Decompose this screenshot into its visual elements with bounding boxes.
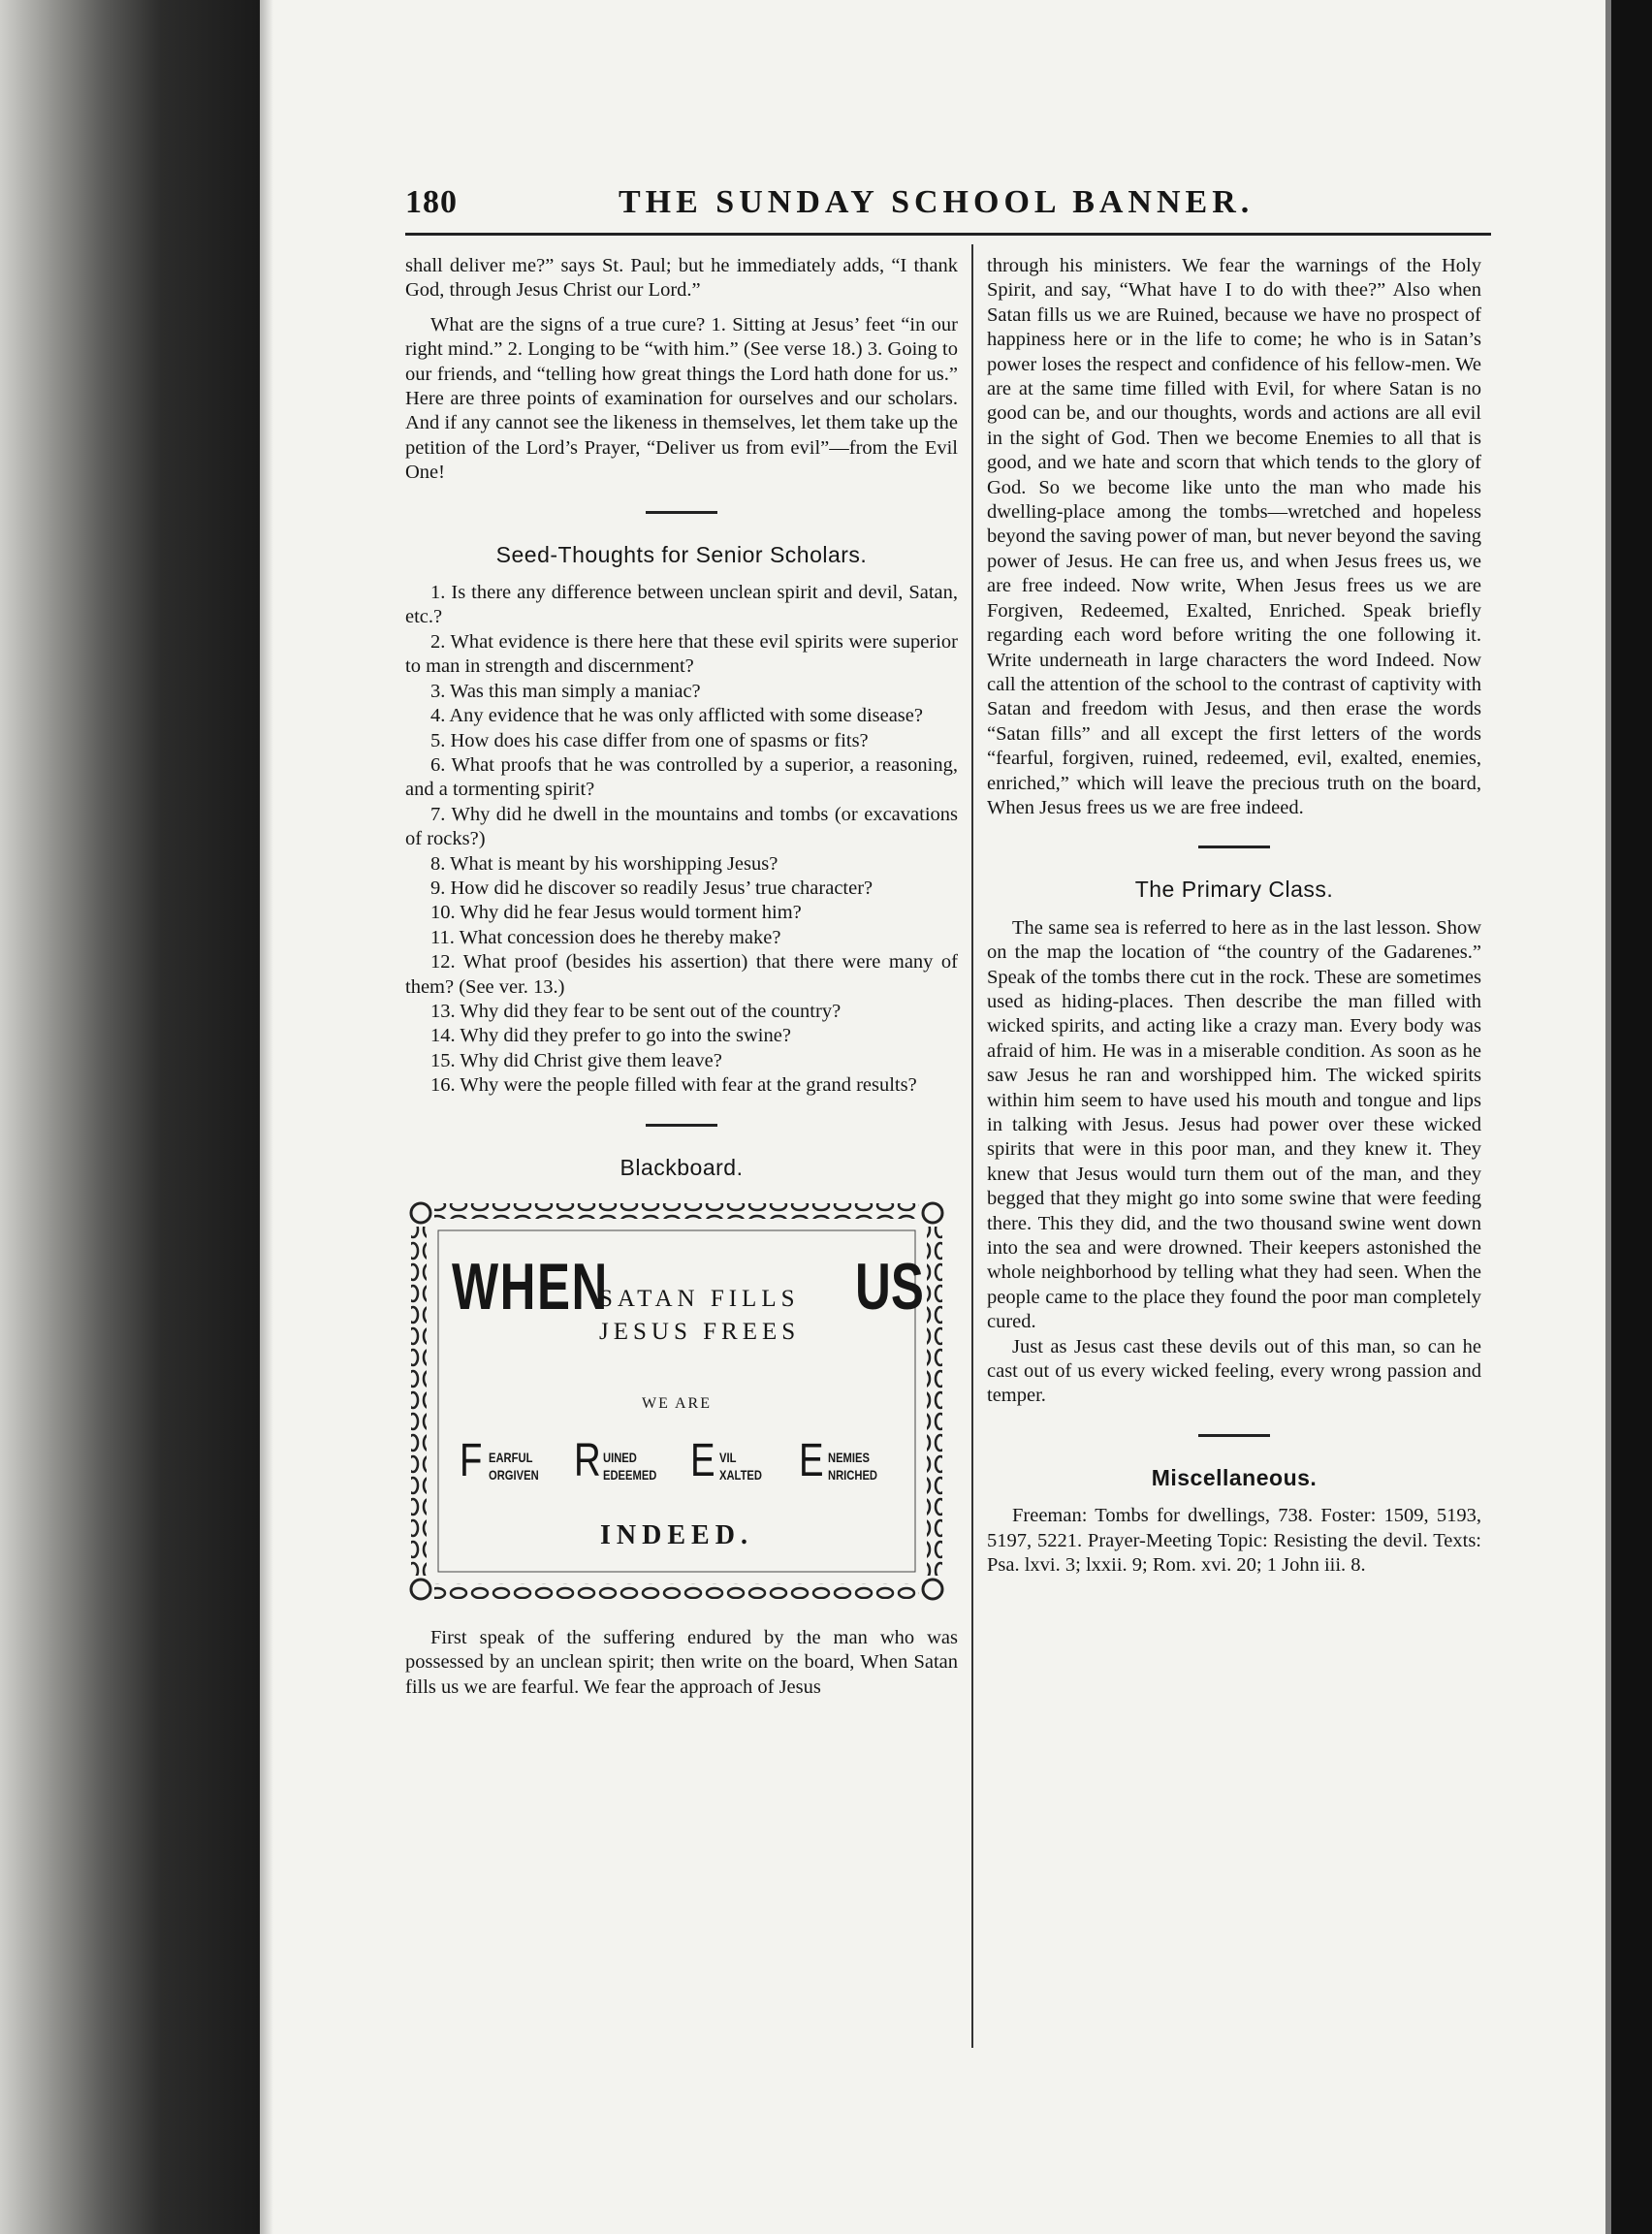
question-item: 6. What proofs that he was controlled by a superior, a reasoning, and a tormenting spirit? [405, 753, 958, 801]
word-initial: R [574, 1435, 601, 1486]
primary-class-heading: The Primary Class. [1134, 877, 1334, 903]
left-column [405, 254, 958, 1700]
word-bottom: EDEEMED [603, 1467, 657, 1483]
blackboard-illustration [405, 1197, 948, 1605]
continuation-paragraph: through his ministers. We fear the warnings of the Holy Spirit, and say, “What have I to do with thee?” Also when Satan fills us we are Ruined, because we have no prospect of happiness here or in the life to come; he who is in Satan’s power loses the respect and confidence of his fellow-men. We are at the same time filled with Evil, for where Satan is no good can be, and our thoughts, words and actions are all evil in the sight of God. Then we become Enemies to all that is good, and we hate and scorn that which tends to the glory of God. So we become like unto the man who made his dwelling-place among the tombs—wretched and hopeless beyond the saving power of man, but never beyond the saving power of Jesus. He can free us, and when Jesus frees us, we are free indeed. Now write, When Jesus frees us we are Forgiven, Redeemed, Exalted, Enriched. Speak briefly regarding each word before writing the one following it. Write underneath in large characters the word Indeed. Now call the attention of the school to the contrast of captivity with Satan and freedom with Jesus, and then erase the words “Satan fills” and all except the first letters of the words “fearful, forgiven, ruined, redeemed, evil, exalted, enemies, enriched,” which will leave the precious truth on the board, When Jesus frees us we are free indeed. [987, 255, 1481, 818]
section-rule [1198, 846, 1270, 848]
running-title: THE SUNDAY SCHOOL BANNER. [619, 184, 1255, 220]
scan-border [1611, 0, 1652, 2234]
section-rule [646, 1124, 717, 1127]
book-page-edges [0, 0, 260, 2234]
question-item: 9. How did he discover so readily Jesus’ true character? [430, 877, 874, 899]
blackboard-word-group [460, 1434, 915, 1492]
word-top: EARFUL [489, 1450, 533, 1465]
page-header [405, 184, 1491, 233]
intro-paragraph-2: What are the signs of a true cure? 1. Sitting at Jesus’ feet “in our right mind.” 2. Longing to be “with him.” (See verse 18.) 3. Going to our friends, and “telling how great things the Lord hath done for us.” Here are three points of examination for ourselves and our scholars. And if any cannot see the likeness in themselves, let them take up the petition of the Lord’s Prayer, “Deliver us from evil”—from the Evil One! [405, 313, 958, 484]
section-rule [1198, 1434, 1270, 1437]
primary-paragraph-2: Just as Jesus cast these devils out of this man, so can he cast out of us every wicked feeling, every wrong passion and temper. [987, 1335, 1481, 1407]
question-item: 8. What is meant by his worshipping Jesus? [430, 852, 778, 875]
blackboard-when: WHEN [452, 1250, 609, 1324]
question-item: 15. Why did Christ give them leave? [430, 1049, 722, 1071]
closing-paragraph: First speak of the suffering endured by the man who was possessed by an unclean spirit; then write on the board, When Satan fills us we are fearful. We fear the approach of Jesus [405, 1627, 958, 1698]
word-initial: E [690, 1435, 715, 1486]
word-initial: F [460, 1435, 483, 1486]
question-item: 16. Why were the people filled with fear at the grand results? [430, 1074, 917, 1097]
primary-paragraph-1: The same sea is referred to here as in the last lesson. Show on the map the location of “the country of the Gadarenes.” Speak of the tombs there cut in the rock. These are sometimes used as hiding-places. Then describe the man filled with wicked spirits, and acting like a crazy man. Every body was afraid of him. He was in a miserable condition. As soon as he saw Jesus he ran and worshipped him. The wicked spirits within him seem to have used his mouth and tongue and lips in talking with Jesus. Jesus had power over these wicked spirits that were in this poor man, and they knew it. They knew that Jesus would turn them out of the man, and they begged that they might go into some swine that were feeding there. This they did, and the two thousand swine went down into the sea and were drowned. Their keepers astonished the whole neighborhood by telling what they had seen. When the people came to the place they found the poor man completely cured. [987, 916, 1481, 1333]
question-item: 3. Was this man simply a maniac? [430, 680, 701, 702]
question-item: 4. Any evidence that he was only afflicted with some disease? [430, 705, 923, 727]
question-item: 7. Why did he dwell in the mountains and tombs (or excavations of rocks?) [405, 803, 958, 850]
paragraph-gap [405, 303, 958, 313]
word-bottom: ORGIVEN [489, 1467, 539, 1483]
blackboard-indeed: INDEED. [600, 1520, 753, 1550]
blackboard-we-are: WE ARE [642, 1395, 712, 1412]
column-divider [971, 244, 973, 2048]
question-list [405, 581, 958, 1099]
question-item: 2. What evidence is there here that these evil spirits were superior to man in strength and discernment? [405, 630, 958, 678]
question-item: 12. What proof (besides his assertion) that there were many of them? (See ver. 13.) [405, 951, 958, 998]
word-bottom: NRICHED [828, 1467, 878, 1483]
question-item: 5. How does his case differ from one of spasms or fits? [430, 729, 869, 751]
word-top: NEMIES [828, 1450, 870, 1465]
blackboard-jesus-frees: JESUS FREES [599, 1319, 801, 1345]
intro-paragraph-1: shall deliver me?” says St. Paul; but he immediately adds, “I thank God, through Jesus Christ our Lord.” [405, 255, 958, 302]
word-top: UINED [603, 1450, 637, 1465]
book-page [397, 0, 1532, 2234]
header-rule [405, 233, 1491, 236]
question-item: 1. Is there any difference between unclean spirit and devil, Satan, etc.? [405, 582, 958, 628]
word-top: VIL [719, 1450, 737, 1465]
seed-thoughts-heading: Seed-Thoughts for Senior Scholars. [495, 541, 868, 567]
question-item: 11. What concession does he thereby make? [430, 926, 781, 948]
right-column [987, 254, 1481, 1579]
blackboard-satan-fills: SATAN FILLS [599, 1286, 800, 1312]
question-item: 14. Why did they prefer to go into the swine? [430, 1025, 791, 1047]
section-rule [646, 511, 717, 514]
miscellaneous-paragraph: Freeman: Tombs for dwellings, 738. Foster: 1509, 5193, 5197, 5221. Prayer-Meeting Topic: Resisting the devil. Texts: Psa. lxvi. 3; lxxii. 9; Rom. xvi. 20; 1 John iii. 8. [987, 1505, 1481, 1577]
question-item: 10. Why did he fear Jesus would torment him? [430, 902, 802, 924]
page-number: 180 [405, 184, 458, 220]
question-item: 13. Why did they fear to be sent out of the country? [430, 1000, 842, 1022]
word-bottom: XALTED [719, 1467, 762, 1483]
blackboard-us: US [855, 1250, 924, 1324]
word-initial: E [799, 1435, 824, 1486]
miscellaneous-heading: Miscellaneous. [1151, 1464, 1318, 1490]
blackboard-heading: Blackboard. [620, 1154, 744, 1180]
